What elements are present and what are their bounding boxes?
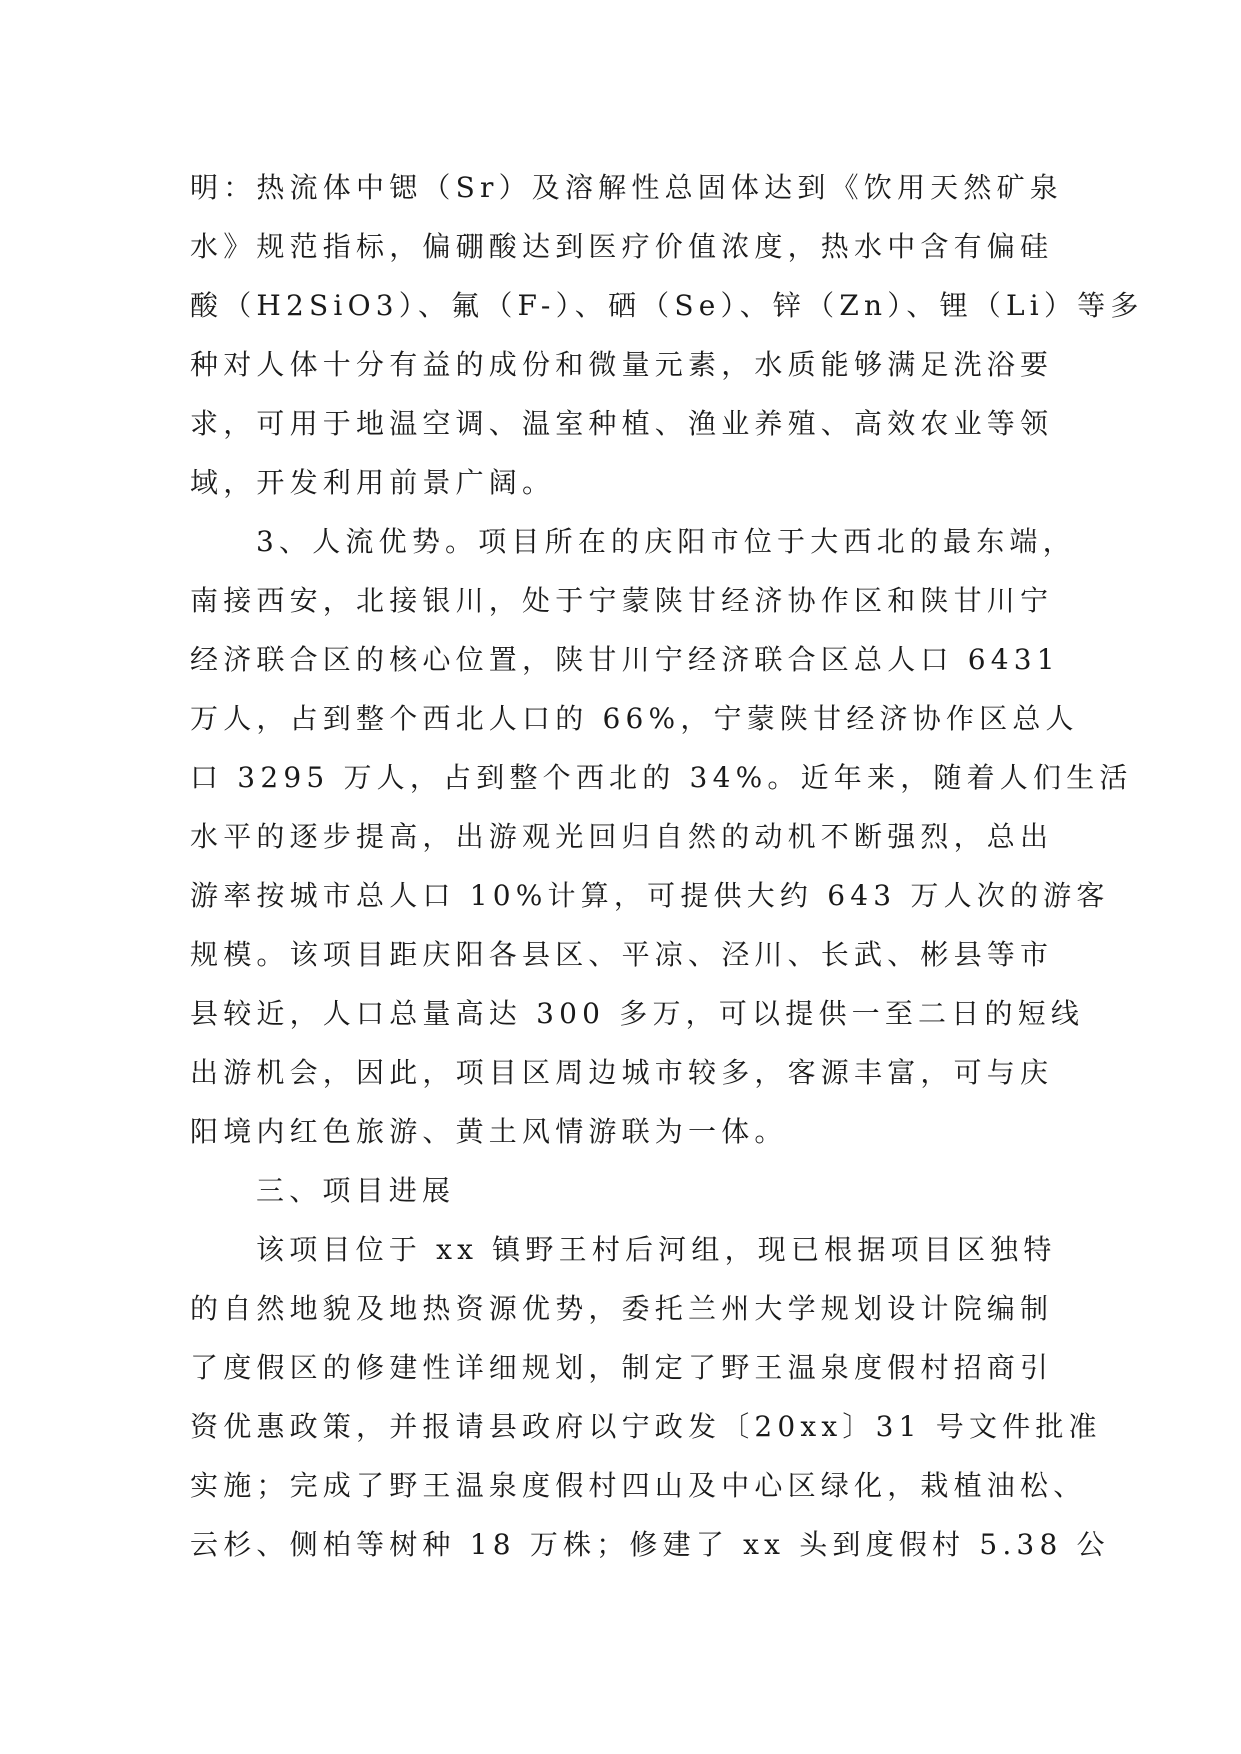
text-line: 明：热流体中锶（Sr）及溶解性总固体达到《饮用天然矿泉: [190, 171, 1063, 204]
text-line: 资优惠政策，并报请县政府以宁政发〔20xx〕31 号文件批准: [190, 1410, 1102, 1443]
section-heading-project-progress: 三、项目进展: [256, 1174, 456, 1207]
text-line: 的自然地貌及地热资源优势，委托兰州大学规划设计院编制: [190, 1292, 1054, 1325]
text-line: 该项目位于 xx 镇野王村后河组，现已根据项目区独特: [256, 1233, 1057, 1266]
body-text: [190, 158, 1144, 1574]
text-line: 县较近，人口总量高达 300 多万，可以提供一至二日的短线: [190, 997, 1085, 1030]
text-line: 游率按城市总人口 10%计算，可提供大约 643 万人次的游客: [190, 879, 1110, 912]
text-line: 种对人体十分有益的成份和微量元素，水质能够满足洗浴要: [190, 348, 1054, 381]
section-heading-people-flow: 3、人流优势。项目所在的庆阳市位于大西北的最东端，: [256, 525, 1076, 558]
text-line: 了度假区的修建性详细规划，制定了野王温泉度假村招商引: [190, 1351, 1054, 1384]
text-line: 实施；完成了野王温泉度假村四山及中心区绿化，栽植油松、: [190, 1469, 1087, 1502]
text-line: 南接西安，北接银川，处于宁蒙陕甘经济协作区和陕甘川宁: [190, 584, 1054, 617]
text-line: 万人，占到整个西北人口的 66%，宁蒙陕甘经济协作区总人: [190, 702, 1079, 735]
text-line: 酸（H2SiO3）、氟（F-）、硒（Se）、锌（Zn）、锂（Li）等多: [190, 289, 1144, 322]
text-line: 水平的逐步提高，出游观光回归自然的动机不断强烈，总出: [190, 820, 1054, 853]
text-line: 经济联合区的核心位置，陕甘川宁经济联合区总人口 6431: [190, 643, 1060, 676]
text-line: 求，可用于地温空调、温室种植、渔业养殖、高效农业等领: [190, 407, 1054, 440]
text-line: 水》规范指标，偏硼酸达到医疗价值浓度，热水中含有偏硅: [190, 230, 1054, 263]
text-line: 阳境内红色旅游、黄土风情游联为一体。: [190, 1115, 788, 1148]
text-line: 出游机会，因此，项目区周边城市较多，客源丰富，可与庆: [190, 1056, 1054, 1089]
text-line: 规模。该项目距庆阳各县区、平凉、泾川、长武、彬县等市: [190, 938, 1054, 971]
text-line: 云杉、侧柏等树种 18 万株；修建了 xx 头到度假村 5.38 公: [190, 1528, 1110, 1561]
text-line: 域，开发利用前景广阔。: [190, 466, 556, 499]
text-line: 口 3295 万人，占到整个西北的 34%。近年来，随着人们生活: [190, 761, 1133, 794]
